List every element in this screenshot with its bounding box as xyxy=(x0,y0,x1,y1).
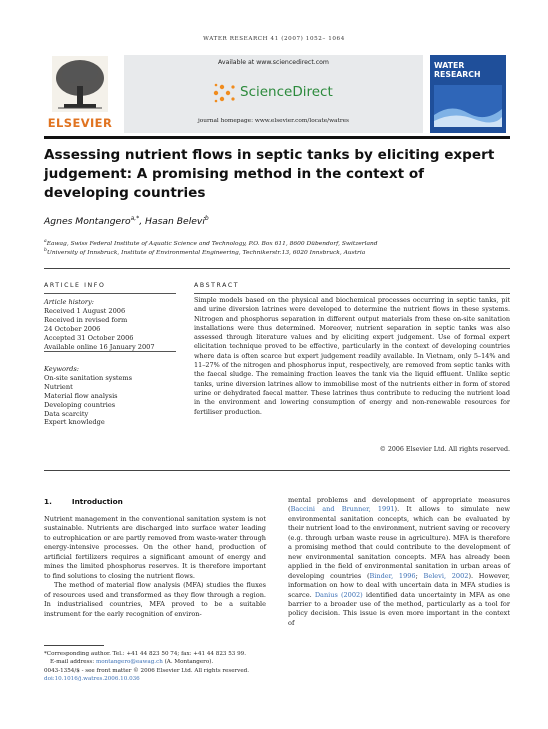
citation-link[interactable]: Binder, 1996 xyxy=(369,571,416,580)
corresponding-mark[interactable]: * xyxy=(136,215,140,222)
abstract-heading: ABSTRACT xyxy=(194,282,240,289)
intro-left-column xyxy=(44,515,266,619)
sciencedirect-dots-icon xyxy=(212,82,238,104)
section-rule xyxy=(44,268,510,269)
article-info-heading: ARTICLE INFO xyxy=(44,282,106,289)
paragraph: The method of material flow analysis (MFA) studies the fluxes of resources used and transformed as they flow through a region. In industrialised countries, MFA proved to be a suitable instrument for the early recognition of environ- xyxy=(44,581,266,618)
abstract-rule xyxy=(194,293,510,294)
elsevier-wordmark: ELSEVIER xyxy=(47,116,113,130)
section-rule xyxy=(44,470,510,471)
author-name[interactable]: Agnes Montangero xyxy=(44,216,131,228)
keywords-label: Keywords: xyxy=(44,365,79,373)
intro-right-column xyxy=(288,496,510,628)
affil-mark: b xyxy=(44,248,47,253)
elsevier-logo xyxy=(44,54,116,132)
author-name[interactable]: Hasan Belevi xyxy=(145,216,205,228)
keyword-item[interactable]: On-site sanitation systems xyxy=(44,373,133,382)
citation-link[interactable]: Belevi, 2002 xyxy=(423,571,469,580)
journal-cover xyxy=(430,55,506,133)
doi-link[interactable]: doi:10.1016/j.watres.2006.10.036 xyxy=(44,675,140,682)
cover-pattern-icon xyxy=(434,85,502,127)
keyword-item[interactable]: Expert knowledge xyxy=(44,418,105,427)
history-rule xyxy=(44,351,176,352)
available-at-text: Available at www.sciencedirect.com xyxy=(218,59,329,66)
header-rule xyxy=(44,136,510,139)
author-affil-mark: a, xyxy=(130,215,137,222)
keyword-item[interactable]: Material flow analysis xyxy=(44,391,118,400)
corresponding-author-note: *Corresponding author. Tel.: +41 44 823 50 74; fax: +41 44 823 53 99. xyxy=(44,651,247,657)
history-item: 24 October 2006 xyxy=(44,324,101,333)
article-history xyxy=(44,298,184,351)
citation-link[interactable]: Baccini and Brunner, 1991 xyxy=(290,505,395,514)
sciencedirect-wordmark: ScienceDirect xyxy=(240,84,333,100)
paragraph: mental problems and development of appropriate measures (Baccini and Brunner, 1991). It allows to simulate new environmental sanitation concepts, which can be evaluated by their nutrient load to the environment, nutrient saving or recovery (e.g. through urban waste reuse in agriculture). MFA is therefore a promising method that could contribute to the development of new environmental sanitation concepts. MFA has already been applied in the field of environmental sanitation in urban areas of developing countries (Binder, 1996; Belevi, 2002). However, information on how to deal with uncertain data in MFA studies is scarce. Danius (2002) identified data uncertainty in MFA as one barrier to a broader use of the method, particularly as a tool for policy decision. This issue is even more important in the context of xyxy=(288,496,511,627)
author-separator: , xyxy=(139,216,146,228)
sciencedirect-logo xyxy=(212,80,372,106)
keyword-item[interactable]: Nutrient xyxy=(44,382,73,391)
email-link[interactable]: montangero@eawag.ch xyxy=(95,659,163,666)
paragraph: Nutrient management in the conventional sanitation system is not sustainable. Nutrients are discharged into surface water leading to eutrophication or are partly removed from waste-water through energy-intensive processes. On the other hand, production of artificial fertilizers requires a significant amount of energy and mines the limited phosphorus reserves. It is therefore important to find solutions to closing the nutrient flows. xyxy=(44,515,266,580)
author-line xyxy=(44,215,510,227)
affiliation-b xyxy=(44,247,514,257)
abstract-text: Simple models based on the physical and biochemical processes occurring in septic tanks, pit and urine diversion latrines were developed to determine the nutrient flows in these systems. Nitrogen and phosphorus separation in different output materials from these on-site sanitation installations were thus determined. Moreover, nutrient separation in septic tanks was also assessed through literature values and by eliciting expert judgement. Use of formal expert elicitation technique proved to be effective, particularly in the context of developing countries where data is often scarce but expert judgement readily available. In Vietnam, only 5–14% and 11–27% of the nitrogen and phosphorus input, respectively, are removed from septic tanks with the faecal sludge. The remaining fraction leaves the tank via the liquid effluent. Unlike septic tanks, urine diversion latrines allow to immobilise most of the nutrients either in form of stored urine or dehydrated faecal matter. These latrines thus contribute to reducing the nutrient load in the environment and lowering consumption of energy and non-renewable resources for fertiliser production. xyxy=(194,296,510,416)
history-item: Received 1 August 2006 xyxy=(44,306,126,315)
front-matter-line: 0043-1354/$ - see front matter © 2006 Elsevier Ltd. All rights reserved. xyxy=(44,667,250,674)
history-item: Available online 16 January 2007 xyxy=(44,342,155,351)
article-info-rule xyxy=(44,293,176,294)
elsevier-tree-icon xyxy=(52,56,108,112)
keyword-item[interactable]: Developing countries xyxy=(44,400,116,409)
history-label: Article history: xyxy=(44,298,94,306)
history-item: Received in revised form xyxy=(44,315,128,324)
abstract-copyright: © 2006 Elsevier Ltd. All rights reserved. xyxy=(379,446,510,453)
keywords xyxy=(44,365,184,427)
keyword-item[interactable]: Data scarcity xyxy=(44,409,89,418)
affil-text: University of Innsbruck, Institute of Environmental Engineering, Technikerstr.13, 6020 Innsbruck, Austria xyxy=(46,249,366,256)
footnote-rule xyxy=(44,645,104,646)
intro-heading xyxy=(44,497,123,506)
email-line: E-mail address: montangero@eawag.ch (A. Montangero). xyxy=(50,659,214,666)
history-item: Accepted 31 October 2006 xyxy=(44,333,134,342)
journal-homepage[interactable]: journal homepage: www.elsevier.com/locate/watres xyxy=(197,118,350,124)
running-head: WATER RESEARCH 41 (2007) 1052– 1064 xyxy=(203,36,345,42)
citation-link[interactable]: Danius (2002) xyxy=(314,590,363,599)
affil-text: Eawag, Swiss Federal Institute of Aquatic Science and Technology, P.O. Box 611, 8600 Dübendorf, Switzerland xyxy=(46,240,378,247)
section-number: 1. xyxy=(44,497,52,506)
author-affil-mark: b xyxy=(204,215,209,222)
section-title: Introduction xyxy=(71,497,123,506)
footnote xyxy=(44,650,304,683)
article-title: Assessing nutrient flows in septic tanks by eliciting expert judgement: A promising method in the context of developing countries xyxy=(44,147,495,201)
affil-mark: a xyxy=(44,239,47,244)
journal-cover-title: WATER RESEARCH xyxy=(434,61,481,79)
